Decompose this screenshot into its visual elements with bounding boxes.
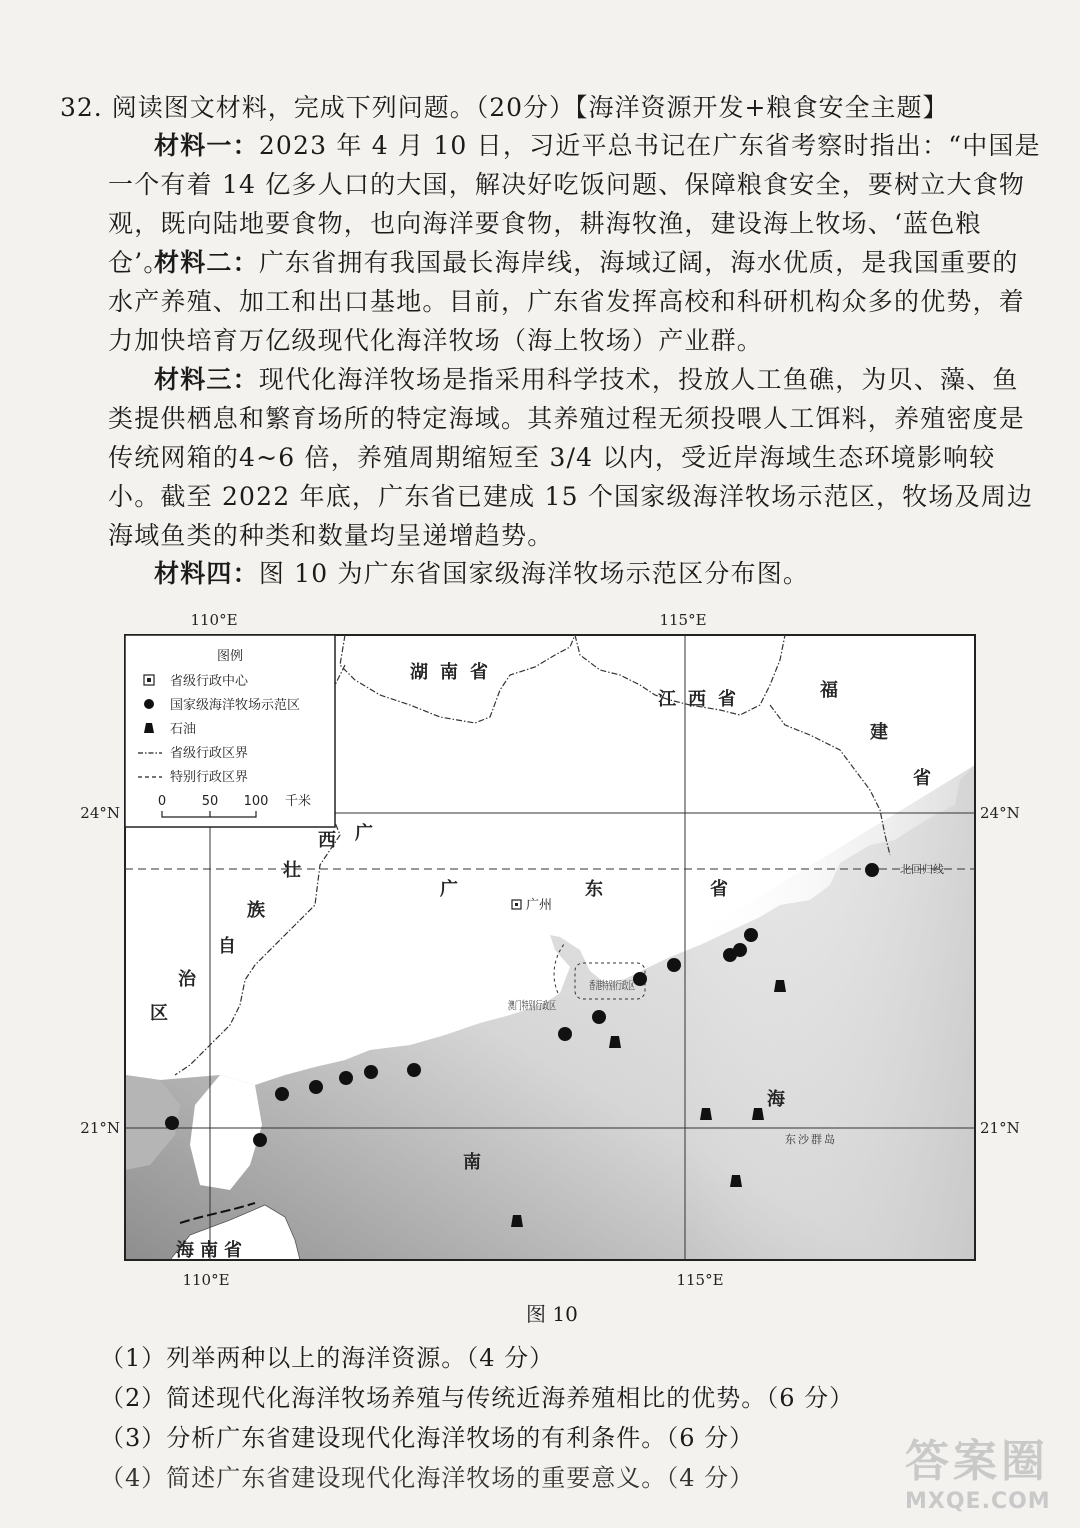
label-guangdong-2: 东	[585, 879, 603, 900]
label-guangxi-2: 西	[318, 830, 336, 851]
material-4-label: 材料四：	[154, 559, 259, 588]
scale-tick-0: 0	[157, 794, 167, 809]
ranch-marker	[275, 1087, 289, 1101]
sub-question-2: （2）简述现代化海洋牧场养殖与传统近海养殖相比的优势。（6 分）	[100, 1384, 855, 1412]
capital-legend-icon-dot	[147, 678, 151, 682]
capital-guangzhou-icon-dot	[515, 903, 518, 906]
label-macau: 澳门特别行政区	[508, 999, 585, 1012]
map-legend	[125, 635, 335, 827]
ranch-marker	[592, 1010, 606, 1024]
scale-tick-100: 100	[243, 794, 269, 809]
oil-marker	[730, 1175, 742, 1187]
sub-question-1: （1）列举两种以上的海洋资源。（4 分）	[100, 1344, 555, 1372]
ranch-legend-icon	[144, 699, 154, 709]
material-1-label: 材料一：	[154, 131, 259, 160]
figure-10-map	[80, 605, 1020, 1325]
ranch-marker	[309, 1080, 323, 1094]
oil-marker	[752, 1108, 764, 1120]
label-guangxi-7: 区	[150, 1003, 168, 1024]
label-guangxi-3: 壮	[283, 860, 301, 881]
material-2-text: 广东省拥有我国最长海岸线，海域辽阔，海水优质，是我国重要的水产养殖、加工和出口基地。目前，广东省发挥高校和科研机构众多的优势，着力加快培育万亿级现代化海洋牧场（海上牧场）产业群。	[108, 248, 1026, 355]
label-guangzhou: 广州	[526, 898, 553, 913]
scale-unit: 千米	[285, 794, 312, 809]
lat-label-24-left: 24°N	[80, 804, 120, 822]
ranch-marker	[407, 1063, 421, 1077]
legend-item-sar-border: 特别行政区界	[170, 770, 249, 785]
site-watermark	[905, 1425, 1075, 1520]
figure-caption: 图 10	[526, 1302, 578, 1326]
label-hong-kong: 香港特别行政区	[589, 979, 666, 992]
label-hunan: 湖南省	[410, 662, 500, 683]
legend-item-ranch: 国家级海洋牧场示范区	[170, 698, 301, 713]
ranch-marker	[165, 1116, 179, 1130]
oil-marker	[511, 1215, 523, 1227]
watermark-logo-text: 答案圈	[905, 1436, 1049, 1487]
ranch-marker	[733, 943, 747, 957]
label-dongsha: 东沙群岛	[785, 1133, 837, 1146]
material-1-text: 2023 年 4 月 10 日，习近平总书记在广东省考察时指出：“中国是一个有着 14 亿多人口的大国，解决好吃饭问题、保障粮食安全，要树立大食物观，既向陆地要食物，也向海洋要食物，耕海牧渔，建设海上牧场、‘蓝色粮仓’。”	[108, 131, 1041, 277]
label-tropic: 北回归线	[900, 863, 944, 876]
lon-label-110-top: 110°E	[190, 611, 238, 629]
lat-label-21-left: 21°N	[80, 1119, 120, 1137]
question-header: 32. 阅读图文材料，完成下列问题。（20分）【海洋资源开发+粮食安全主题】	[60, 93, 949, 122]
label-guangxi-5: 自	[218, 936, 236, 957]
sub-question-3: （3）分析广东省建设现代化海洋牧场的有利条件。（6 分）	[100, 1424, 755, 1452]
oil-marker	[700, 1108, 712, 1120]
label-jiangxi: 江西省	[658, 689, 748, 710]
lat-label-24-right: 24°N	[980, 804, 1020, 822]
legend-item-oil: 石油	[170, 722, 197, 737]
scale-tick-50: 50	[201, 794, 219, 809]
material-4	[108, 554, 1043, 593]
label-guangxi-4: 族	[247, 900, 265, 921]
label-guangxi-6: 治	[178, 969, 196, 990]
legend-item-capital: 省级行政中心	[170, 674, 249, 689]
ranch-marker	[865, 863, 879, 877]
watermark-url: MXQE.COM	[905, 1489, 1051, 1514]
lat-label-21-right: 21°N	[980, 1119, 1020, 1137]
ranch-marker	[633, 972, 647, 986]
material-3	[108, 360, 1043, 555]
material-2	[108, 243, 1043, 360]
label-fujian-2: 建	[870, 722, 888, 743]
material-3-label: 材料三：	[154, 365, 259, 394]
ranch-marker	[744, 928, 758, 942]
oil-marker	[774, 980, 786, 992]
legend-title: 图例	[216, 649, 244, 664]
lon-label-115-top: 115°E	[659, 611, 707, 629]
label-hainan: 海南省	[176, 1240, 248, 1261]
label-guangdong-1: 广	[440, 879, 458, 900]
label-guangxi-1: 广	[355, 823, 373, 844]
material-4-text: 图 10 为广东省国家级海洋牧场示范区分布图。	[258, 559, 810, 588]
oil-marker	[609, 1036, 621, 1048]
sub-question-4: （4）简述广东省建设现代化海洋牧场的重要意义。（4 分）	[100, 1464, 755, 1492]
label-fujian-1: 福	[820, 680, 838, 701]
legend-item-province-border: 省级行政区界	[170, 746, 249, 761]
ranch-marker	[558, 1027, 572, 1041]
ranch-marker	[339, 1071, 353, 1085]
map-svg	[80, 605, 1020, 1325]
label-sea-hai: 海	[767, 1089, 785, 1110]
lon-label-115-bottom: 115°E	[676, 1271, 724, 1289]
ranch-marker	[364, 1065, 378, 1079]
label-sea-nan: 南	[463, 1152, 481, 1173]
label-guangdong-3: 省	[710, 879, 728, 900]
material-2-label: 材料二：	[154, 248, 259, 277]
material-3-text: 现代化海洋牧场是指采用科学技术，投放人工鱼礁，为贝、藻、鱼类提供栖息和繁育场所的特定海域。其养殖过程无须投喂人工饵料，养殖密度是传统网箱的4~6 倍，养殖周期缩短至 3/4 以内，受近岸海域生态环境影响较小。截至 2022 年底，广东省已建成 15 个国家级海洋牧场示范区，牧场及周边海域鱼类的种类和数量均呈递增趋势。	[108, 365, 1034, 550]
label-fujian-3: 省	[913, 768, 931, 789]
ranch-marker	[253, 1133, 267, 1147]
lon-label-110-bottom: 110°E	[182, 1271, 230, 1289]
ranch-marker	[667, 958, 681, 972]
